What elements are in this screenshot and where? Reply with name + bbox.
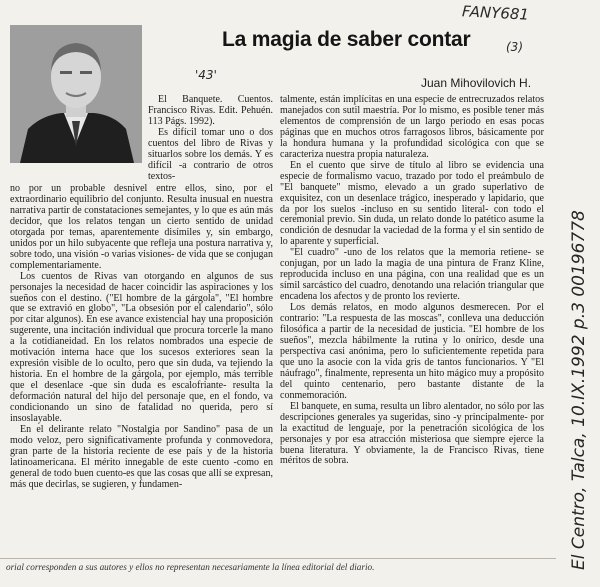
archive-code-handwriting: FANY681 bbox=[461, 2, 530, 24]
side-handwritten-note bbox=[558, 20, 598, 580]
paragraph: Los demás relatos, en modo algunos desmerecen. Por el contrario: "La respuesta de las moscas", conlleva una deducción filosófica a partir de la necesidad de justicia. "El hombre de los sueños", mezcla hábilmente la rutina y lo onírico, desde una perspectiva casi anónima, pero lo suficientemente repetida para que uno la asocie con la vida gris de tantos funcionarios. Y "El náufrago", finalmente, representa un hito mágico muy a propósito del quinto centenario, pero bastante distante de la conmemoración. bbox=[280, 302, 544, 401]
corner-mark-handwriting: (3) bbox=[506, 40, 523, 54]
book-reference: El Banquete. Cuentos. Francisco Rivas. Edit. Pehuén. 113 Págs. 1992). bbox=[148, 94, 273, 127]
paragraph: no por un probable desnivel entre ellos, sino, por el extraordinario equilibrio del conjunto. Resulta inusual en nuestra narrativa partir de constataciones semejantes, y lo que es aún más decidor, que los relatos tengan un cierto sentido de unidad otorgada por temas, aparentemente disímiles y, sin embargo, unidos por un hilo subyacente que refleja una postura narrativa y, sobre todo, una visión -o varias visiones- de vida que se conjugan complementariamente. bbox=[10, 183, 273, 271]
article-title: La magia de saber contar bbox=[222, 28, 471, 51]
paragraph: En el cuento que sirve de título al libro se evidencia una especie de formalismo vacuo, trazado por todo el preámbulo de "El banquete" mismo, elevado a un grado superlativo de exquisitez, con un desenlace trágico, inesperado y lapidario, que da por los suelos -incluso en su sentido literal- con todo el ceremonial previo. Sin duda, un relato donde lo patético asume la condición de desnudar la vaciedad de la forma y el sin sentido de lo aparente y superficial. bbox=[280, 159, 544, 248]
page-mark-handwriting: '43' bbox=[195, 68, 217, 82]
paragraph: talmente, están implícitas en una especie de entrecruzados relatos manejados con sutil maestría. Por lo mismo, es posible tener más elementos de comprensión de un largo periodo en esas pocas páginas que en muchos otros farragosos libros, básicamente por la hondura humana y la profundidad sicológica con que se caracteriza nuestra propia naturaleza. bbox=[280, 94, 544, 160]
footer-divider bbox=[0, 558, 556, 559]
paragraph: En el delirante relato "Nostalgia por Sandino" pasa de un modo veloz, pero significativamente profunda y conmovedora, gran parte de la historia reciente de ese país y de la historia latinoamericana. El mérito innegable de este cuento -como en general de todo buen cuento-es que las cosas que allí se expresan, más que decirlas, se sugieren, y fundamen- bbox=[10, 423, 273, 490]
article-column-1-bottom bbox=[10, 184, 273, 491]
author-photo bbox=[10, 25, 142, 163]
article-column-2 bbox=[280, 95, 544, 467]
paragraph: "El cuadro" -uno de los relatos que la memoria retiene- se conjugan, por un lado la magia de una pintura de Franz Kline, reproducida incluso en una página, con una realidad que es un símil sarcástico del cuadro, denotando una relación triangular que encadena los afectos y de pronto los revierte. bbox=[280, 247, 544, 303]
paragraph: Es difícil tomar uno o dos cuentos del libro de Rivas y situarlos sobre los demás. Y es difícil -a contrario de otros textos- bbox=[148, 126, 273, 182]
paragraph: El banquete, en suma, resulta un libro alentador, no sólo por las descripciones generales ya sugeridas, sino -y principalmente- por la exactitud de lenguaje, por la penetración sicológica de los personajes y por esa atracción misteriosa que siempre ejerce la buena literatura. Y obviamente, la de Francisco Rivas, tiene méritos de sobra. bbox=[280, 400, 544, 467]
paragraph: Los cuentos de Rivas van otorgando en algunos de sus personajes la necesidad de hacer coincidir las aspiraciones y los sueños con el destino. ("El hombre de la gárgola", "El hombre que se extravió en globo", "La obsesión por el calendario", sólo por citar algunos). En ese avance existencial hay una proposición sugerente, una incitación individual que procura torcerle la mano a la cotidianeidad. En los relatos nombrados una especie de motivación interna hace que los sucesos exteriores sean la expresión visible de lo oculto, pero que sin duda, va tejiendo la historia. En el hombre de la gárgola, por ejemplo, más terrible que el desenlace -que sin duda es escalofriante- resulta la deformación natural del hijo del personaje que, en el fondo, va condicionando un sino de fatalidad no querida, pero sí insoslayable. bbox=[10, 270, 273, 425]
article-column-1-top bbox=[148, 95, 273, 183]
author-byline: Juan Mihovilovich H. bbox=[421, 76, 532, 90]
editorial-disclaimer: orial corresponden a sus autores y ellos no representan necesariamente la línea editorial del diario. bbox=[6, 562, 375, 572]
side-note-text: El Centro, Talca, 10.IX.1992 p.3 00196778 bbox=[569, 210, 589, 570]
